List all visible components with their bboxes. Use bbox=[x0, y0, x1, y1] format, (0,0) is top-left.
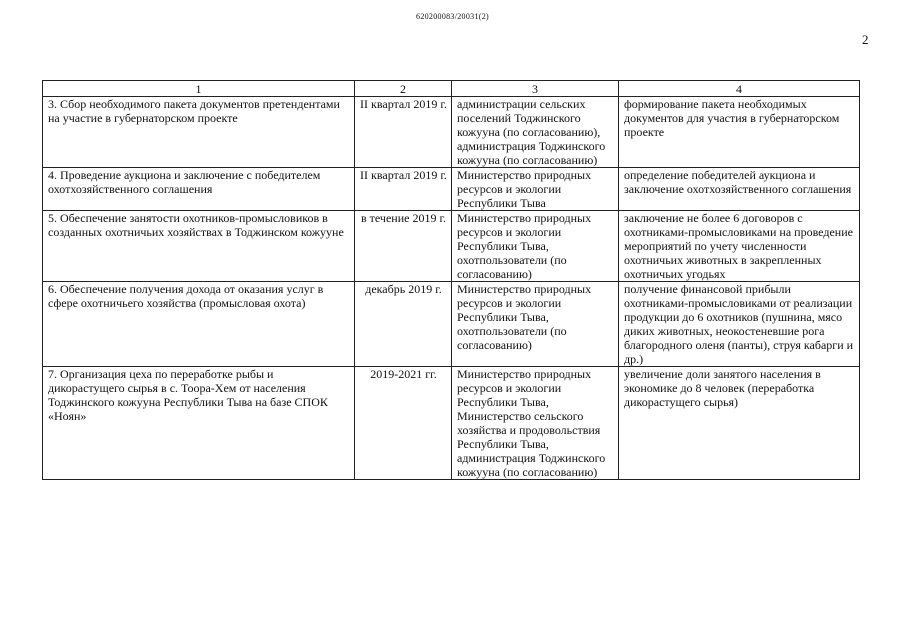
period-cell: в течение 2019 г. bbox=[355, 211, 452, 282]
task-cell: 4. Проведение аукциона и заключение с победителем охотхозяйственного соглашения bbox=[43, 168, 355, 211]
task-cell: 7. Организация цеха по переработке рыбы и дикорастущего сырья в с. Тоора-Хем от населения Тоджинского кожууна Республики Тыва на базе СПОК «Ноян» bbox=[43, 367, 355, 480]
table-row bbox=[43, 168, 860, 211]
table-row bbox=[43, 211, 860, 282]
column-header: 1 bbox=[43, 81, 355, 97]
column-header: 3 bbox=[452, 81, 619, 97]
task-cell: 6. Обеспечение получения дохода от оказания услуг в сфере охотничьего хозяйства (промысловая охота) bbox=[43, 282, 355, 367]
result-cell: увеличение доли занятого населения в экономике до 8 человек (переработка дикорастущего сырья) bbox=[619, 367, 860, 480]
column-header: 2 bbox=[355, 81, 452, 97]
responsible-cell: администрации сельских поселений Тоджинского кожууна (по согласованию), администрация Тоджинского кожууна (по согласованию) bbox=[452, 97, 619, 168]
action-plan-table bbox=[42, 80, 860, 480]
column-header: 4 bbox=[619, 81, 860, 97]
result-cell: заключение не более 6 договоров с охотниками-промысловиками на проведение мероприятий по учету численности охотничьих животных в закрепленных охотничьих угодьях bbox=[619, 211, 860, 282]
responsible-cell: Министерство природных ресурсов и экологии Республики Тыва, охотпользователи (по согласованию) bbox=[452, 211, 619, 282]
responsible-cell: Министерство природных ресурсов и экологии Республики Тыва, Министерство сельского хозяйства и продовольствия Республики Тыва, администрация Тоджинского кожууна (по согласованию) bbox=[452, 367, 619, 480]
page-number: 2 bbox=[862, 32, 869, 47]
document-id: 620200083/20031(2) bbox=[416, 12, 489, 21]
table-row bbox=[43, 282, 860, 367]
task-cell: 5. Обеспечение занятости охотников-промысловиков в созданных охотничьих хозяйствах в Тоджинском кожууне bbox=[43, 211, 355, 282]
result-cell: получение финансовой прибыли охотниками-промысловиками от реализации продукции до 6 охотников (пушнина, мясо диких животных, неокостеневшие рога благородного оленя (панты), струя кабарги и др.) bbox=[619, 282, 860, 367]
table-header-row bbox=[43, 81, 860, 97]
table-row bbox=[43, 97, 860, 168]
period-cell: II квартал 2019 г. bbox=[355, 97, 452, 168]
table-row bbox=[43, 367, 860, 480]
period-cell: 2019-2021 гг. bbox=[355, 367, 452, 480]
task-cell: 3. Сбор необходимого пакета документов претендентами на участие в губернаторском проекте bbox=[43, 97, 355, 168]
period-cell: II квартал 2019 г. bbox=[355, 168, 452, 211]
result-cell: определение победителей аукциона и заключение охотхозяйственного соглашения bbox=[619, 168, 860, 211]
responsible-cell: Министерство природных ресурсов и экологии Республики Тыва, охотпользователи (по согласованию) bbox=[452, 282, 619, 367]
period-cell: декабрь 2019 г. bbox=[355, 282, 452, 367]
result-cell: формирование пакета необходимых документов для участия в губернаторском проекте bbox=[619, 97, 860, 168]
responsible-cell: Министерство природных ресурсов и экологии Республики Тыва bbox=[452, 168, 619, 211]
